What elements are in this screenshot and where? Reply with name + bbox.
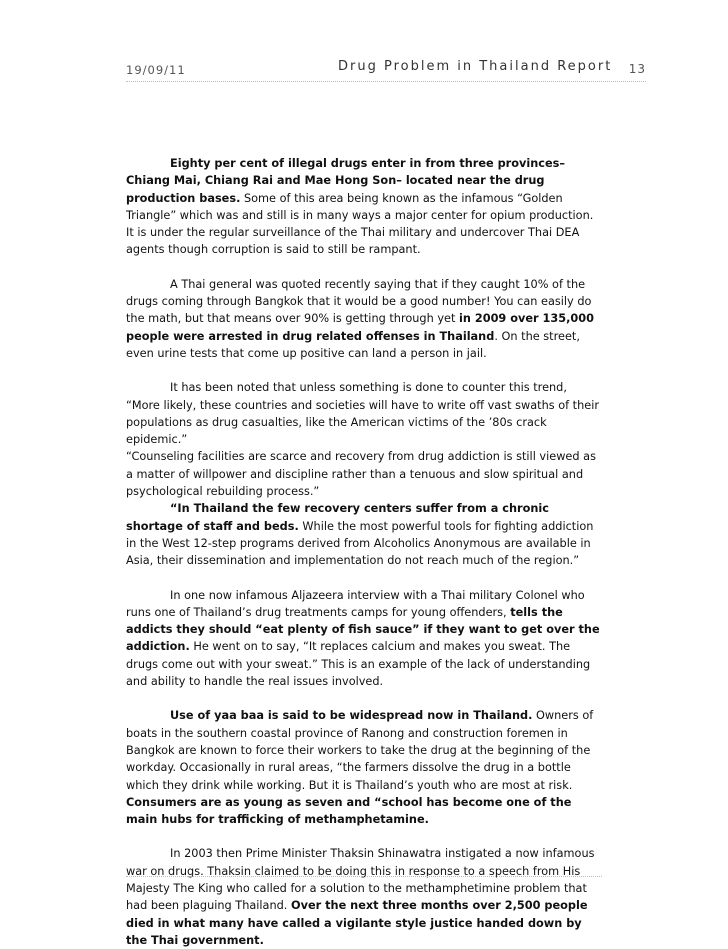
text-run: Eighty per cent of illegal drugs enter in from three provinces–Chiang Mai, Chiang Rai and Mae Hong Son– located near the drug production bases. [126,157,566,205]
text-run: Some of this area being known as the infamous “Golden Triangle” which was and still is in many ways a major center for opium production. It is under the regular surveillance of the Thai military and undercover Thai DEA agents though corruption is said to still be rampant. [126,191,594,257]
text-run: While the most powerful tools for fighting addiction in the West 12-step programs derived from Alcoholics Anonymous are available in Asia, their dissemination and implementation do not reach much of the region.” [126,519,594,568]
document-body [126,155,604,949]
text-run: “In Thailand the few recovery centers suffer from a chronic shortage of staff and beds. [126,502,549,533]
header-divider [126,81,646,82]
text-run: in 2009 over 135,000 people were arrested in drug related offenses in Thailand [126,312,594,343]
paragraph-counseling [126,448,604,500]
page-number: 13 [628,62,646,76]
text-run: A Thai general was quoted recently saying that if they caught 10% of the drugs coming through Bangkok that it would be a good number! You can easily do the math, but that means over 90% is getting through yet [126,277,592,326]
text-run: It has been noted that unless something is done to counter this trend, “More likely, these countries and societies will have to write off vast swaths of their populations as drug casualties, like the American victims of the ’80s crack epidemic.” [126,381,600,447]
header-date: 19/09/11 [126,63,186,77]
text-run: In one now infamous Aljazeera interview with a Thai military Colonel who runs one of Thailand’s drug treatments camps for young offenders, [126,588,585,619]
paragraph-war-on-drugs [126,845,604,949]
paragraph-recovery-centers [126,500,604,569]
text-run: In 2003 then Prime Minister Thaksin Shinawatra instigated a now infamous war on drugs. Thaksin claimed to be doing this in response to a speech from His Majesty The King who called for a solution to the methamphetimine problem that had been plaguing Thailand. [126,847,595,913]
paragraph-yaa-baa [126,707,604,828]
text-run: tells the addicts they should “eat plenty of fish sauce” if they want to get over the addiction. [126,605,600,654]
text-run: Use of yaa baa is said to be widespread now in Thailand. [170,709,533,723]
page-header [126,58,646,80]
text-run: Over the next three months over 2,500 people died in what many have called a vigilante style justice handed down by the Thai government. [126,899,588,947]
text-run: . On the street, even urine tests that come up positive can land a person in jail. [126,329,580,360]
paragraph-trend [126,379,604,448]
text-run: “Counseling facilities are scarce and recovery from drug addiction is still viewed as a matter of willpower and discipline rather than a tenuous and slow spiritual and psychological rebuilding process.” [126,450,596,499]
footer-divider [126,876,602,877]
paragraph-aljazeera [126,587,604,691]
text-run: Consumers are as young as seven and “school has become one of the main hubs for trafficking of methamphetamine. [126,795,572,827]
text-run: Owners of boats in the southern coastal province of Ranong and construction foremen in Bangkok are known to force their workers to take the drug at the beginning of the workday. Occasionally in rural areas, “the farmers dissolve the drug in a bottle which they drink while working. But it is Thailand’s youth who are most at risk. [126,709,594,792]
text-run: He went on to say, “It replaces calcium and makes you sweat. The drugs come out with your sweat.” This is an example of the lack of understanding and ability to handle the real issues involved. [126,640,591,689]
header-title: Drug Problem in Thailand Report [338,59,613,74]
paragraph-thai-general [126,276,604,362]
paragraph-golden-triangle [126,155,604,259]
